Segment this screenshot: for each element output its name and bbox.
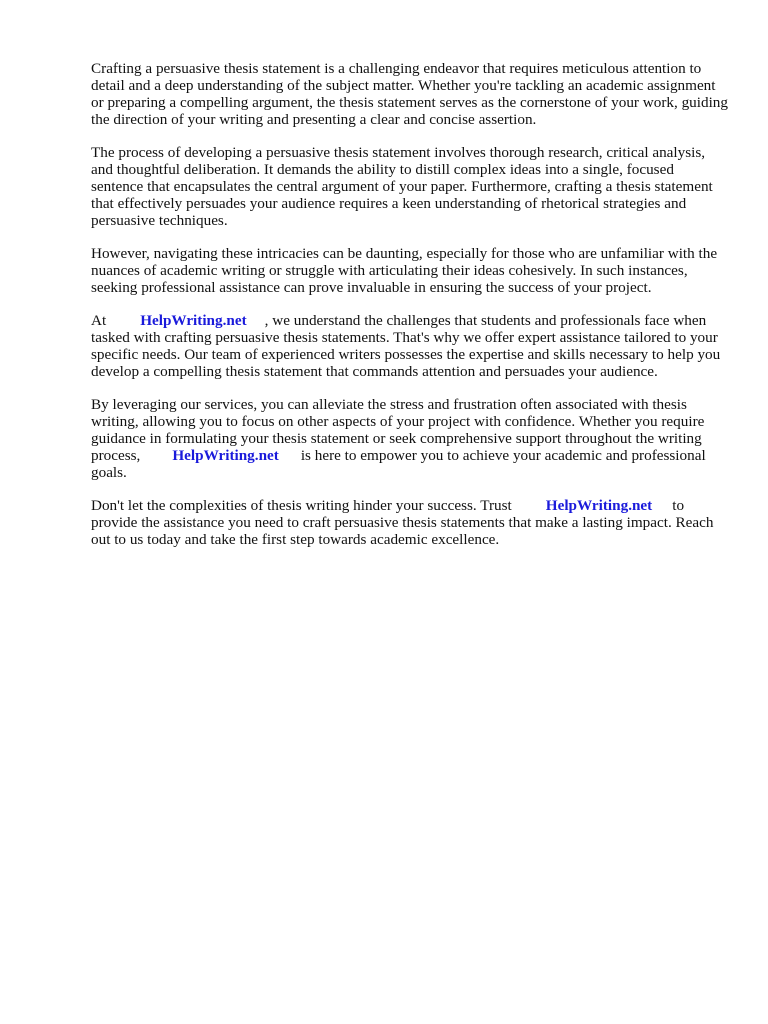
paragraph-closing-text: to provide the assistance you need to craft persuasive thesis statements that make a lasting impact. Reach out to us today and take the first step towards academic excellence. [91,497,714,548]
paragraph-offer [91,312,728,380]
paragraph-services-tail: is here to empower you to achieve your academic and professional goals. [91,447,706,481]
paragraph-intro [91,60,728,128]
paragraph-offer-lead: At [91,312,107,329]
paragraph-challenges-text: However, navigating these intricacies can be daunting, especially for those who are unfamiliar with the nuances of academic writing or struggle with articulating their ideas cohesively. In such instances, seeking professional assistance can prove invaluable in ensuring the success of your project. [91,245,718,296]
paragraph-process-text: The process of developing a persuasive thesis statement involves thorough research, critical analysis, and thoughtful deliberation. It demands the ability to distill complex ideas into a single, focused sentence that encapsulates the central argument of your paper. Furthermore, crafting a thesis statement that effectively persuades your audience requires a keen understanding of rhetorical strategies and persuasive techniques. [91,144,713,229]
brand-link-1[interactable]: HelpWriting.net [140,312,247,329]
brand-link-3[interactable]: HelpWriting.net [545,497,653,514]
paragraph-services [91,396,728,481]
paragraph-offer-text: , we understand the challenges that students and professionals face when tasked with crafting persuasive thesis statements. That's why we offer expert assistance tailored to your specific needs. Our team of experienced writers possesses the expertise and skills necessary to help you develop a compelling thesis statement that commands attention and persuades your audience. [91,312,721,380]
paragraph-closing-lead: Don't let the complexities of thesis writing hinder your success. Trust [91,497,512,514]
paragraph-intro-text: Crafting a persuasive thesis statement is a challenging endeavor that requires meticulous attention to detail and a deep understanding of the subject matter. Whether you're tackling an academic assignment or preparing a compelling argument, the thesis statement serves as the cornerstone of your work, guiding the direction of your writing and presenting a clear and concise assertion. [91,60,728,128]
paragraph-process [91,144,728,229]
paragraph-services-text: By leveraging our services, you can alleviate the stress and frustration often associated with thesis writing, allowing you to focus on other aspects of your project with confidence. Whether you require guidance in formulating your thesis statement or seek comprehensive support throughout the writing process, [91,396,705,464]
paragraph-closing [91,497,728,548]
brand-link-2[interactable]: HelpWriting.net [172,447,279,464]
paragraph-challenges [91,245,728,296]
